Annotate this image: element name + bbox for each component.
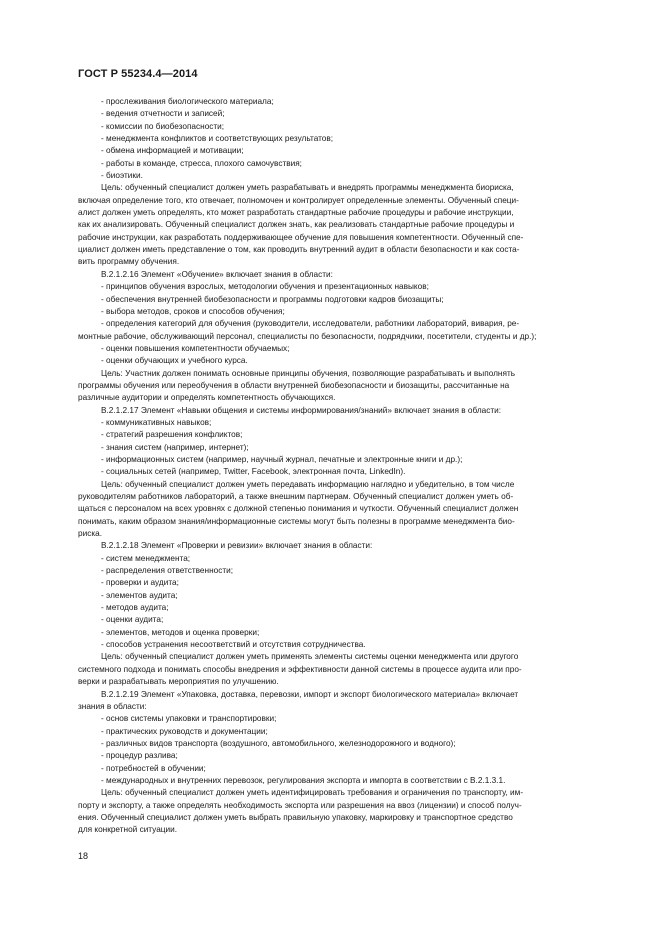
list-item: - биоэтики. — [101, 171, 143, 181]
text-line: Цель: обученный специалист должен уметь применять элементы системы оценки менеджмента или другого — [101, 652, 519, 662]
list-item: - определения категорий для обучения (руководители, исследователи, работники лабораторий, вивария, ре- — [101, 319, 520, 329]
list-item: - менеджмента конфликтов и соответствующих результатов; — [101, 134, 334, 144]
text-line: В.2.1.2.18 Элемент «Проверки и ревизии» включает знания в области: — [101, 541, 373, 551]
text-line: включая определение того, кто отвечает, полномочен и контролирует определенные элементы. Обученный специ- — [78, 195, 519, 205]
list-item: - знания систем (например, интернет); — [101, 442, 249, 452]
list-item: - работы в команде, стресса, плохого самочувствия; — [101, 158, 302, 168]
text-line: Цель: Участник должен понимать основные принципы обучения, позволяющие разрабатывать и выполнять — [101, 368, 516, 378]
text-line: верки и разрабатывать мероприятия по улучшению. — [78, 677, 279, 687]
list-item: - методов аудита; — [101, 603, 169, 613]
text-line: алист должен уметь определять, кто может разработать стандартные рабочие процедуры и рабочие инструкции, — [78, 208, 514, 218]
list-item: - международных и внутренних перевозок, регулирования экспорта и импорта в соответствии с В.2.1.3.1. — [101, 775, 506, 785]
page-number: 18 — [78, 851, 89, 861]
list-item: - прослеживания биологического материала; — [101, 97, 274, 106]
text-line: Цель: обученный специалист должен уметь передавать информацию наглядно и убедительно, в том числе — [101, 479, 515, 489]
text-line: щаться с персоналом на всех уровнях с должной степенью понимания и чуткости. Обученный специалист должен — [78, 504, 519, 514]
text-line: В.2.1.2.17 Элемент «Навыки общения и системы информирования/знаний» включает знания в области: — [101, 405, 502, 415]
document-header: ГОСТ Р 55234.4—2014 — [78, 68, 198, 80]
text-line: риска. — [78, 529, 102, 539]
list-item: - оценки обучающих и учебного курса. — [101, 356, 248, 366]
list-item: - элементов, методов и оценка проверки; — [101, 627, 260, 637]
text-line: В.2.1.2.19 Элемент «Упаковка, доставка, перевозки, импорт и экспорт биологического материала» включает — [101, 689, 519, 699]
text-line: Цель: обученный специалист должен уметь идентифицировать требования и ограничения по транспорту, им- — [101, 788, 524, 798]
list-item: - способов устранения несоответствий и отсутствия сотрудничества. — [101, 640, 366, 650]
text-line: циалист должен иметь представление о том, как проводить внутренний аудит в области безопасности и как соста- — [78, 245, 520, 255]
list-item: - процедур разлива; — [101, 751, 178, 761]
text-line: В.2.1.2.16 Элемент «Обучение» включает знания в области: — [101, 269, 333, 279]
text-line: Цель: обученный специалист должен уметь разрабатывать и внедрять программы менеджмента биориска, — [101, 183, 514, 193]
list-item: - оценки повышения компетентности обучаемых; — [101, 343, 290, 353]
document-body — [78, 96, 584, 837]
list-item: - проверки и аудита; — [101, 578, 179, 588]
list-item: - различных видов транспорта (воздушного, автомобильного, железнодорожного и водного); — [101, 738, 456, 748]
text-line: знания в области: — [78, 701, 147, 711]
text-line: системного подхода и понимать способы внедрения и эффективности данной системы в процессе аудита или про- — [78, 664, 522, 674]
text-line: для конкретной ситуации. — [78, 825, 178, 835]
list-item: - обмена информацией и мотивации; — [101, 146, 244, 156]
list-item: - стратегий разрешения конфликтов; — [101, 430, 243, 440]
list-item: - обеспечения внутренней биобезопасности и программы подготовки кадров биозащиты; — [101, 294, 444, 304]
list-item: - выбора методов, сроков и способов обучения; — [101, 306, 285, 316]
list-item: - социальных сетей (например, Twitter, Facebook, электронная почта, LinkedIn). — [101, 467, 406, 477]
text-line: рабочие инструкции, как разработать поддерживающее обучение для повышения компетентности. Обученный спе- — [78, 232, 524, 242]
list-item: - информационных систем (например, научный журнал, печатные и электронные книги и др.); — [101, 454, 463, 464]
text-line: различные аудитории и определять компетентность обучающихся. — [78, 393, 336, 403]
text-line: как их анализировать. Обученный специалист должен знать, как реализовать стандартные рабочие процедуры и — [78, 220, 515, 230]
list-item: - распределения ответственности; — [101, 566, 234, 576]
list-item: - потребностей в обучении; — [101, 763, 206, 773]
list-item: - ведения отчетности и записей; — [101, 109, 225, 119]
text-line: понимать, каким образом знания/информационные системы могут быть полезны в программе менеджмента био- — [78, 516, 515, 526]
text-line: руководителям работников лабораторий, а также внешним партнерам. Обученный специалист должен уметь об- — [78, 492, 514, 501]
list-item: - элементов аудита; — [101, 590, 178, 600]
text-line: монтные рабочие, обслуживающий персонал, специалисты по безопасности, подрядчики, посетители, студенты и др.); — [78, 331, 537, 341]
text-line: вить программу обучения. — [78, 257, 180, 267]
list-item: - коммуникативных навыков; — [101, 417, 212, 427]
list-item: - принципов обучения взрослых, методологии обучения и презентационных навыков; — [101, 282, 429, 292]
list-item: - практических руководств и документации; — [101, 726, 268, 736]
text-line: программы обучения или переобучения в области внутренней биобезопасности и биозащиты, рассчитанные на — [78, 380, 510, 390]
list-item: - комиссии по биобезопасности; — [101, 121, 225, 131]
list-item: - основ системы упаковки и транспортировки; — [101, 714, 277, 724]
list-item: - систем менеджмента; — [101, 553, 191, 563]
list-item: - оценки аудита; — [101, 615, 164, 625]
text-line: порту и экспорту, а также определять необходимость экспорта или разрешения на ввоз (лицензии) и способ получ- — [78, 800, 522, 810]
text-line: ения. Обученный специалист должен уметь выбрать правильную упаковку, маркировку и транспортное средство — [78, 812, 513, 822]
